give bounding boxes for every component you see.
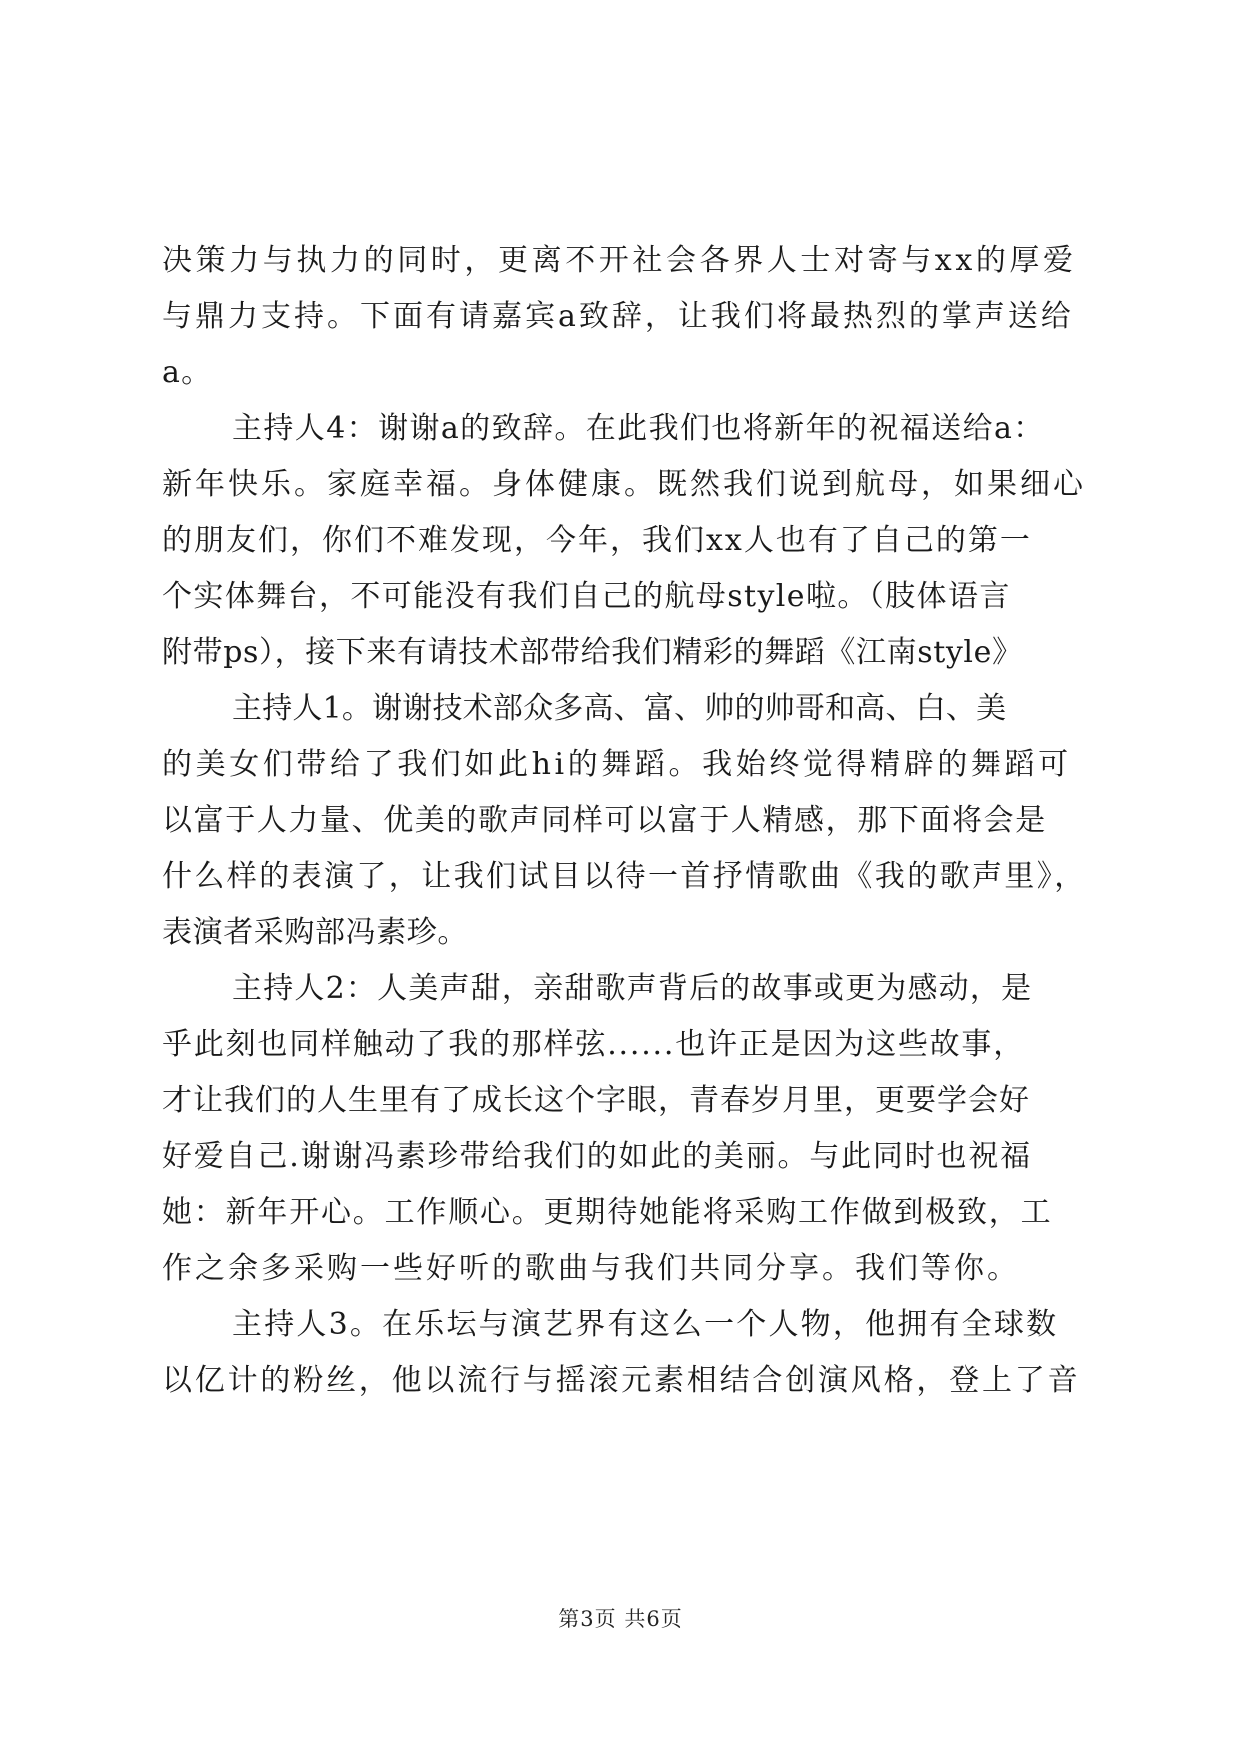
paragraph-start-line: 主持人3。在乐坛与演艺界有这么一个人物，他拥有全球数 <box>232 1307 1059 1342</box>
text-line: 好爱自己.谢谢冯素珍带给我们的如此的美丽。与此同时也祝福 <box>162 1139 1032 1174</box>
text-line: 表演者采购部冯素珍。 <box>162 915 468 950</box>
text-line: 新年快乐。家庭幸福。身体健康。既然我们说到航母，如果细心 <box>162 467 1086 502</box>
paragraph-start-line: 主持人1。谢谢技术部众多高、富、帅的帅哥和高、白、美 <box>232 691 1007 726</box>
text-line: 附带ps），接下来有请技术部带给我们精彩的舞蹈《江南style》 <box>162 635 1023 670</box>
text-line: 作之余多采购一些好听的歌曲与我们共同分享。我们等你。 <box>162 1251 1020 1286</box>
text-line: 的朋友们，你们不难发现，今年，我们xx人也有了自己的第一 <box>162 523 1032 558</box>
page-number-footer: 第3页 共6页 <box>558 1607 683 1631</box>
text-line: a。 <box>162 355 213 390</box>
text-line: 才让我们的人生里有了成长这个字眼，青春岁月里，更要学会好 <box>162 1083 1030 1118</box>
text-line: 的美女们带给了我们如此hi的舞蹈。我始终觉得精辟的舞蹈可 <box>162 747 1072 782</box>
text-line: 决策力与执力的同时，更离不开社会各界人士对寄与xx的厚爱 <box>162 243 1077 278</box>
text-line: 什么样的表演了，让我们试目以待一首抒情歌曲《我的歌声里》， <box>162 859 1087 894</box>
document-body <box>162 233 1087 1409</box>
text-line: 乎此刻也同样触动了我的那样弦......也许正是因为这些故事， <box>162 1027 1026 1062</box>
text-line: 以亿计的粉丝，他以流行与摇滚元素相结合创演风格，登上了音 <box>162 1363 1081 1398</box>
paragraph-start-line: 主持人2：人美声甜，亲甜歌声背后的故事或更为感动，是 <box>232 971 1033 1006</box>
text-line: 以富于人力量、优美的歌声同样可以富于人精感，那下面将会是 <box>162 803 1047 838</box>
paragraph-start-line: 主持人4：谢谢a的致辞。在此我们也将新年的祝福送给a： <box>232 411 1045 446</box>
text-line: 与鼎力支持。下面有请嘉宾a致辞，让我们将最热烈的掌声送给 <box>162 299 1074 334</box>
text-line: 她：新年开心。工作顺心。更期待她能将采购工作做到极致，工 <box>162 1195 1053 1230</box>
text-line: 个实体舞台，不可能没有我们自己的航母style啦。（肢体语言 <box>162 579 1011 614</box>
